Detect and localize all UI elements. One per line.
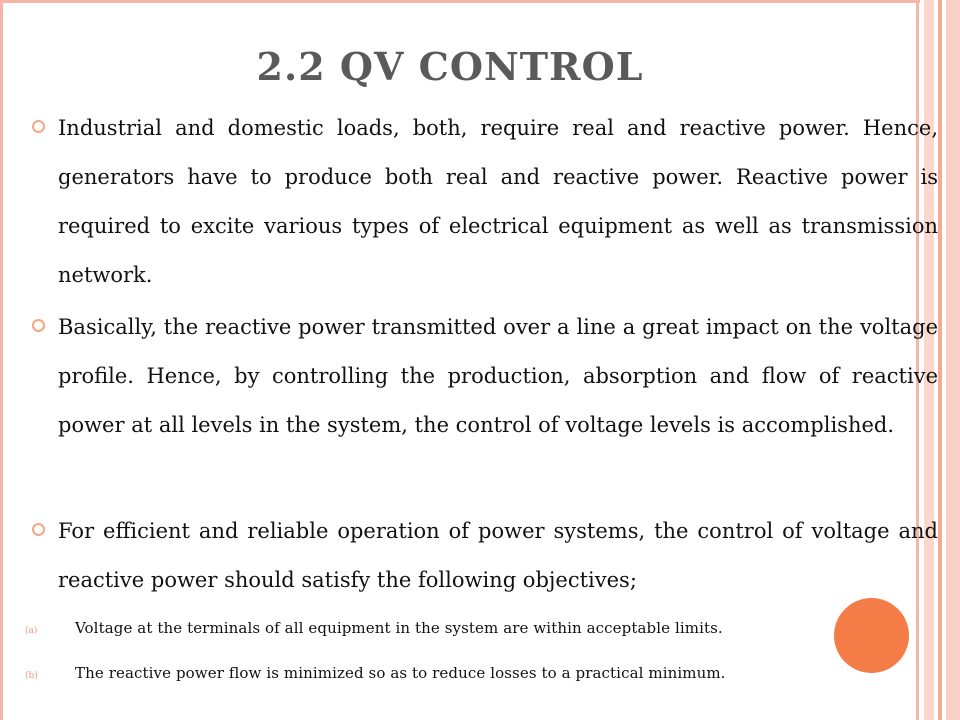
sub-item-marker: (b) [25, 671, 38, 681]
bullet-paragraph-3: For efficient and reliable operation of power systems, the control of voltage and reactive power should satisfy the following objectives; [58, 519, 938, 592]
sub-item-text: The reactive power flow is minimized so as to reduce losses to a practical minimum. [75, 664, 726, 682]
frame-left-border [0, 0, 3, 720]
bullet-paragraph-2: Basically, the reactive power transmitted over a line a great impact on the voltage profile. Hence, by controlling the production, absorption and flow of reactive power at all levels in the system, the control of voltage levels is accomplished. [58, 315, 938, 437]
stripe [946, 0, 960, 720]
bullet-paragraph-1: Industrial and domestic loads, both, require real and reactive power. Hence, generators have to produce both real and reactive power. Reactive power is required to excite various types of electrical equipment as well as transmission network. [58, 116, 938, 287]
slide-title: 2.2 QV CONTROL [256, 44, 644, 89]
frame-top-border [0, 0, 920, 3]
bullet-circle-icon [32, 523, 45, 536]
sub-item-marker: (a) [25, 626, 38, 636]
bullet-circle-icon [32, 120, 45, 133]
stripe [938, 0, 942, 720]
bullet-circle-icon [32, 319, 45, 332]
sub-item-text: Voltage at the terminals of all equipment in the system are within acceptable limits. [75, 619, 723, 637]
